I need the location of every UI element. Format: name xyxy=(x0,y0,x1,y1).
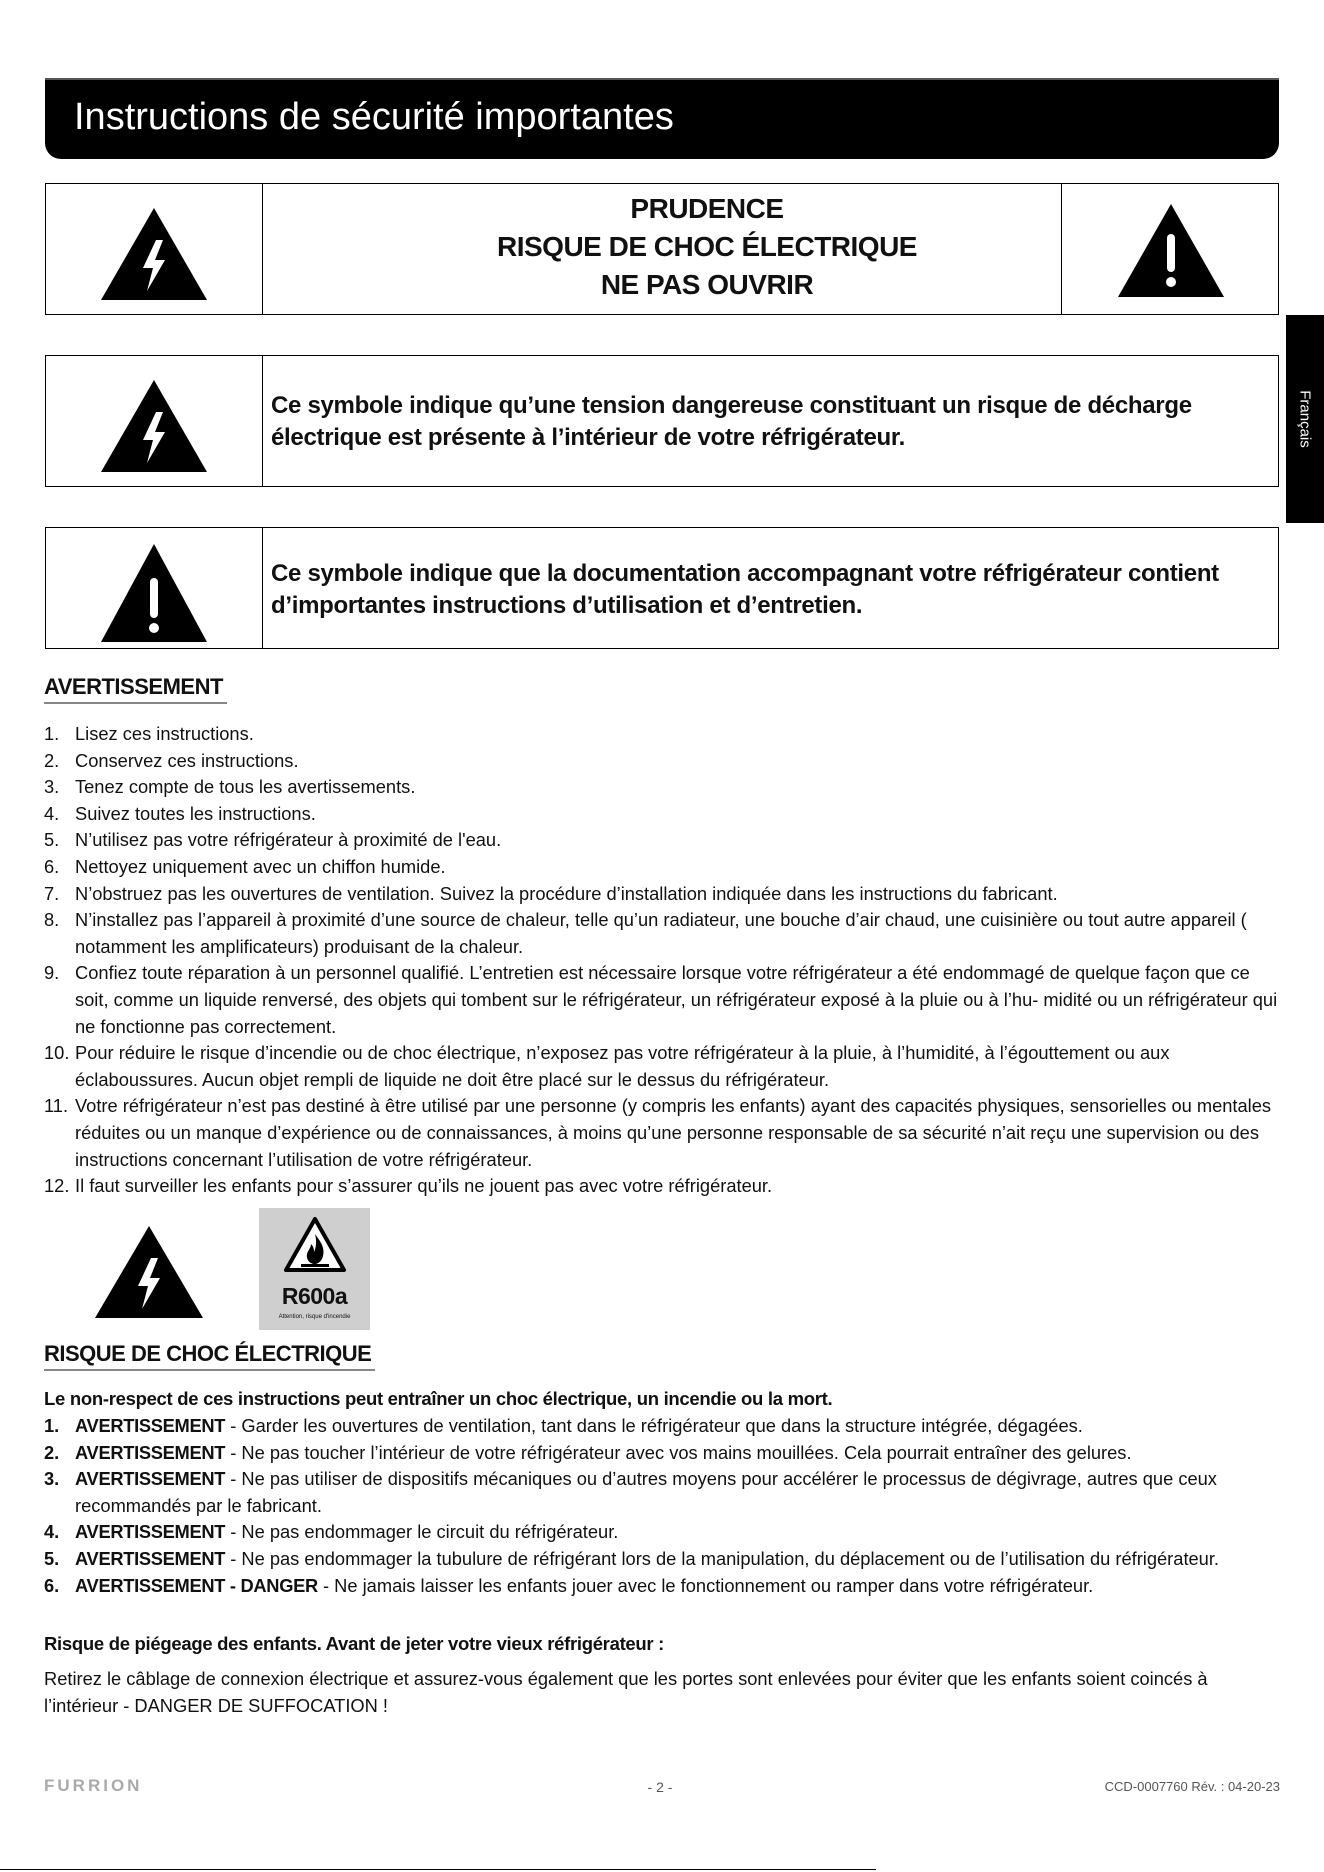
list-item: 9. Confiez toute réparation à un personnel qualifié. L’entretien est nécessaire lorsque votre réfrigérateur a été endommagé de quelque façon que ce soit, comme un liquide renversé, des objets qui tombent sur le réfrigérateur, un réfrigérateur exposé à la pluie ou à l’hu- midité ou un réfrigérateur qui ne fonctionne pas correctement. xyxy=(44,962,1278,1037)
list-item: 3. AVERTISSEMENT - Ne pas utiliser de dispositifs mécaniques ou d’autres moyens pour accélérer le processus de dégivrage, autres que ceux recommandés par le fabricant. xyxy=(44,1468,1217,1516)
language-tab[interactable] xyxy=(1286,315,1324,523)
entrapment-heading: Risque de piégeage des enfants. Avant de jeter votre vieux réfrigérateur : xyxy=(44,1633,665,1654)
flammable-icon xyxy=(283,1216,347,1274)
list-item: 5. N’utilisez pas votre réfrigérateur à proximité de l'eau. xyxy=(44,829,502,851)
list-item: 1. Lisez ces instructions. xyxy=(44,723,254,744)
symbol-box-exclamation xyxy=(45,527,1279,649)
r600a-flammable-label xyxy=(259,1208,370,1330)
warning-heading-text: AVERTISSEMENT xyxy=(44,674,223,699)
caution-risk: RISQUE DE CHOC ÉLECTRIQUE xyxy=(497,231,917,262)
list-item: 6. AVERTISSEMENT - DANGER - Ne jamais laisser les enfants jouer avec le fonctionnement ou ramper dans votre réfrigérateur. xyxy=(44,1574,1094,1596)
symbol-text-lightning: Ce symbole indique qu’une tension dangereuse constituant un risque de décharge électrique est présente à l’intérieur de votre réfrigérateur. xyxy=(271,392,1192,451)
r600a-caption: Attention, risque d'incendie xyxy=(278,1314,351,1320)
caution-box xyxy=(45,183,1279,315)
list-item: 12. Il faut surveiller les enfants pour s’assurer qu’ils ne jouent pas avec votre réfrigérateur. xyxy=(44,1175,773,1197)
shock-heading-text: RISQUE DE CHOC ÉLECTRIQUE xyxy=(44,1341,372,1366)
shock-intro: Le non-respect de ces instructions peut entraîner un choc électrique, un incendie ou la mort. xyxy=(44,1388,833,1409)
list-item: 4. AVERTISSEMENT - Ne pas endommager le circuit du réfrigérateur. xyxy=(44,1521,619,1543)
shock-heading xyxy=(44,1341,371,1367)
warning-list xyxy=(44,721,1280,1200)
shock-list xyxy=(44,1413,1280,1599)
bottom-rule xyxy=(0,1869,876,1870)
list-item: 1. AVERTISSEMENT - Garder les ouvertures de ventilation, tant dans le réfrigérateur que dans la structure intégrée, dégagées. xyxy=(44,1415,1083,1436)
exclamation-warning-icon xyxy=(1116,202,1226,299)
exclamation-warning-icon xyxy=(99,542,209,644)
symbol-box-lightning xyxy=(45,355,1279,487)
lightning-warning-icon xyxy=(99,206,209,302)
list-item: 7. N’obstruez pas les ouvertures de ventilation. Suivez la procédure d’installation indiquée dans les instructions du fabricant. xyxy=(44,882,1058,904)
list-item: 4. Suivez toutes les instructions. xyxy=(44,802,316,824)
page-number: - 2 - xyxy=(647,1779,673,1795)
list-item: 8. N’installez pas l’appareil à proximité d’une source de chaleur, telle qu’un radiateur, une bouche d’air chaud, une cuisinière ou tout autre appareil ( notamment les amplificateurs) produisant de la chaleur. xyxy=(44,909,1247,957)
entrapment-text: Retirez le câblage de connexion électrique et assurez-vous également que les portes sont enlevées pour éviter que les enfants soient coincés à l’intérieur - DANGER DE SUFFOCATION ! xyxy=(44,1668,1208,1716)
r600a-code: R600a xyxy=(281,1283,348,1309)
list-item: 5. AVERTISSEMENT - Ne pas endommager la tubulure de réfrigérant lors de la manipulation, du déplacement ou de l’utilisation du réfrigérateur. xyxy=(44,1547,1220,1569)
brand-logo: FURRION xyxy=(44,1776,143,1795)
language-tab-label: Français xyxy=(1296,390,1314,448)
list-item: 2. Conservez ces instructions. xyxy=(44,749,299,771)
warning-heading xyxy=(44,674,223,700)
list-item: 3. Tenez compte de tous les avertissements. xyxy=(44,776,416,798)
document-code: CCD-0007760 Rév. : 04-20-23 xyxy=(1104,1779,1280,1794)
symbol-text-exclamation: Ce symbole indique que la documentation accompagnant votre réfrigérateur contient d’importantes instructions d’utilisation et d’entretien. xyxy=(271,560,1219,619)
list-item: 11. Votre réfrigérateur n’est pas destiné à être utilisé par une personne (y compris les enfants) ayant des capacités physiques, sensorielles ou mentales réduites ou un manque d’expérience ou de connaissances, à moins qu’une personne responsable de sa sécurité n’ait reçu une supervision ou des instructions concernant l’utilisation de votre réfrigérateur. xyxy=(44,1095,1272,1170)
caution-title: PRUDENCE xyxy=(630,193,784,224)
page-title: Instructions de sécurité importantes xyxy=(74,96,674,138)
lightning-warning-icon xyxy=(99,378,209,474)
lightning-warning-icon xyxy=(93,1224,205,1320)
list-item: 10. Pour réduire le risque d’incendie ou de choc électrique, n’exposez pas votre réfrigérateur à la pluie, à l’humidité, à l’égouttement ou aux éclaboussures. Aucun objet rempli de liquide ne doit être placé sur le dessus du réfrigérateur. xyxy=(44,1042,1170,1090)
list-item: 6. Nettoyez uniquement avec un chiffon humide. xyxy=(44,855,446,877)
caution-do-not-open: NE PAS OUVRIR xyxy=(600,269,814,300)
list-item: 2. AVERTISSEMENT - Ne pas toucher l’intérieur de votre réfrigérateur avec vos mains mouillées. Cela pourrait entraîner des gelures. xyxy=(44,1441,1132,1463)
